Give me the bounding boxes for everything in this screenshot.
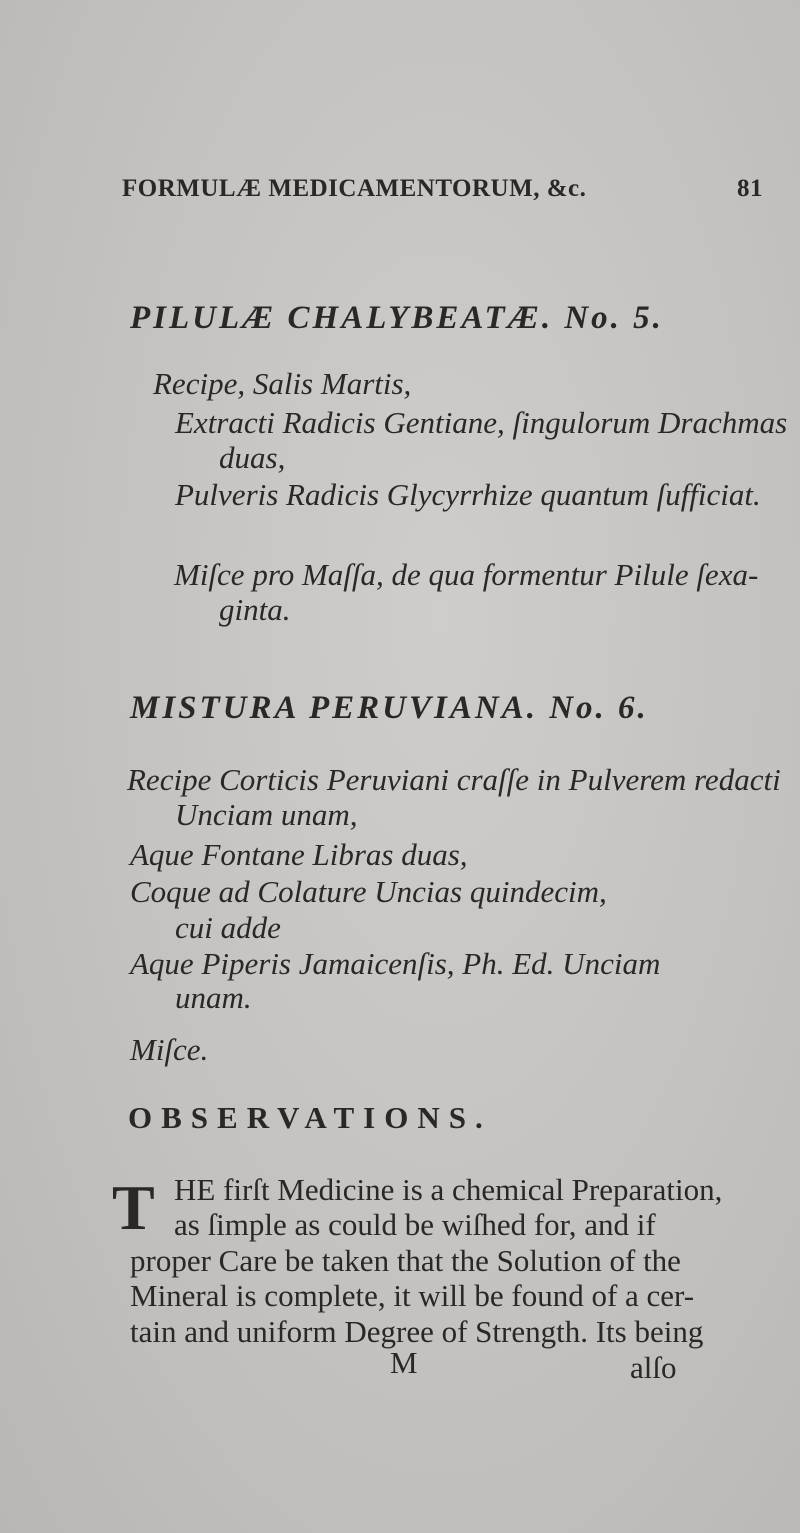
- body-text-line: Mineral is complete, it will be found of a cer-: [130, 1278, 695, 1313]
- drop-cap: T: [112, 1172, 155, 1243]
- recipe-line: Extracti Radicis Gentiane, ſingulorum Drachmas: [175, 405, 788, 440]
- recipe-line: Recipe, Salis Martis,: [153, 366, 412, 401]
- recipe-line: duas,: [219, 440, 286, 475]
- catchword: alſo: [630, 1350, 677, 1385]
- body-text-line: proper Care be taken that the Solution of the: [130, 1243, 681, 1278]
- recipe-line: ginta.: [219, 592, 291, 627]
- running-header: [122, 175, 763, 203]
- recipe-line: Aque Fontane Libras duas,: [130, 837, 468, 872]
- recipe-line: Recipe Corticis Peruviani craſſe in Pulverem redacti: [127, 762, 781, 797]
- recipe-line: Miſce pro Maſſa, de qua formentur Pilule ſexa-: [174, 557, 759, 592]
- body-text-line: as ſimple as could be wiſhed for, and if: [174, 1207, 656, 1242]
- recipe-line: unam.: [175, 980, 252, 1015]
- page-number: 81: [737, 175, 763, 202]
- observations-heading: OBSERVATIONS.: [128, 1100, 492, 1135]
- running-title: FORMULÆ MEDICAMENTORUM, &c.: [122, 175, 587, 202]
- recipe-line: Coque ad Colature Uncias quindecim,: [130, 874, 607, 909]
- body-text-line: HE firſt Medicine is a chemical Preparation,: [174, 1172, 723, 1207]
- recipe-line: Pulveris Radicis Glycyrrhize quantum ſufficiat.: [175, 477, 761, 512]
- recipe-line: Miſce.: [130, 1032, 209, 1067]
- section-heading-mistura: MISTURA PERUVIANA. No. 6.: [130, 690, 649, 726]
- section-heading-pilulae: PILULÆ CHALYBEATÆ. No. 5.: [130, 300, 664, 336]
- recipe-line: Aque Piperis Jamaicenſis, Ph. Ed. Unciam: [130, 946, 661, 981]
- body-text-line: tain and uniform Degree of Strength. Its being: [130, 1314, 704, 1349]
- signature-mark: M: [390, 1345, 418, 1380]
- recipe-line: Unciam unam,: [175, 797, 358, 832]
- recipe-line: cui adde: [175, 910, 281, 945]
